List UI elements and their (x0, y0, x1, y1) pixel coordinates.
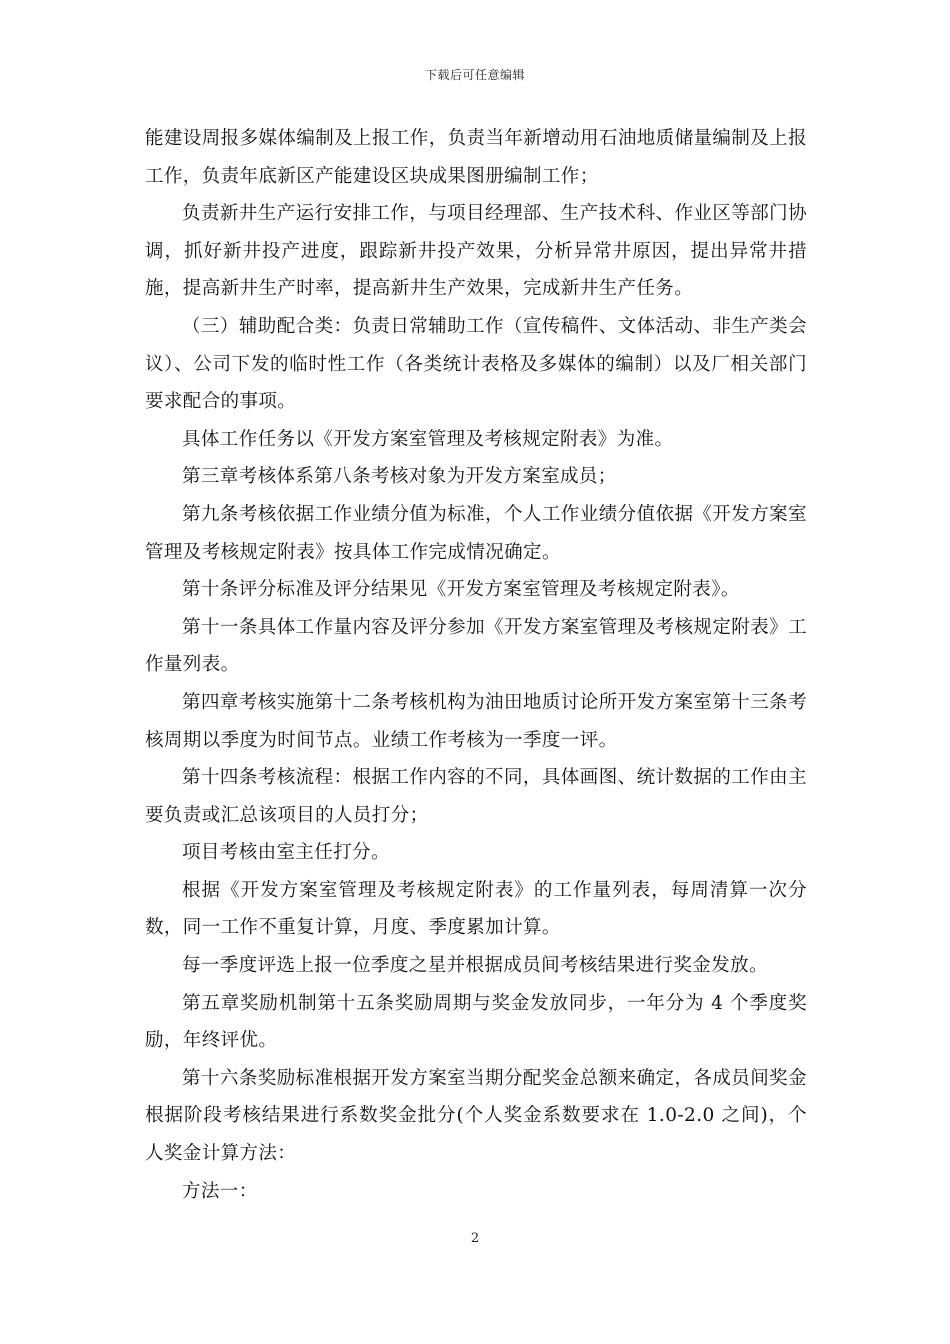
paragraph-article-9: 第九条考核依据工作业绩分值为标准，个人工作业绩分值依据《开发方案室管理及考核规定附表》按具体工作完成情况确定。 (145, 503, 807, 563)
paragraph-article-14: 第十四条考核流程：根据工作内容的不同，具体画图、统计数据的工作由主要负责或汇总该项目的人员打分； (145, 767, 807, 826)
paragraph-method-one: 方法一： (182, 1180, 258, 1202)
page-number: 2 (470, 1231, 480, 1246)
paragraph-quarterly-star: 每一季度评选上报一位季度之星并根据成员间考核结果进行奖金发放。 (182, 955, 768, 977)
paragraph-auxiliary-work: （三）辅助配合类：负责日常辅助工作（宣传稿件、文体活动、非生产类会议）、公司下发的临时性工作（各类统计表格及多媒体的编制）以及厂相关部门要求配合的事项。 (145, 315, 807, 413)
paragraph-project-assessment: 项目考核由室主任打分。 (182, 842, 390, 864)
paragraph-task-reference: 具体工作任务以《开发方案室管理及考核规定附表》为准。 (182, 428, 674, 450)
paragraph-article-11: 第十一条具体工作量内容及评分参加《开发方案室管理及考核规定附表》工作量列表。 (145, 616, 807, 676)
paragraph-weekly-settlement: 根据《开发方案室管理及考核规定附表》的工作量列表，每周清算一次分数，同一工作不重复计算，月度、季度累加计算。 (145, 879, 807, 939)
paragraph-article-16: 第十六条奖励标准根据开发方案室当期分配奖金总额来确定，各成员间奖金根据阶段考核结果进行系数奖金批分(个人奖金系数要求在 1.0-2.0 之间)，个人奖金计算方法： (145, 1067, 807, 1165)
paragraph-chapter-3-article-8: 第三章考核体系第八条考核对象为开发方案室成员； (182, 466, 617, 488)
paragraph-chapter-5-article-15: 第五章奖励机制第十五条奖励周期与奖金发放同步，一年分为 4 个季度奖励，年终评优。 (145, 992, 807, 1052)
paragraph-continuation: 能建设周报多媒体编制及上报工作，负责当年新增动用石油地质储量编制及上报工作，负责年底新区产能建设区块成果图册编制工作； (145, 128, 807, 187)
paragraph-chapter-4-articles-12-13: 第四章考核实施第十二条考核机构为油田地质讨论所开发方案室第十三条考核周期以季度为时间节点。业绩工作考核为一季度一评。 (145, 691, 807, 751)
document-body (145, 120, 807, 1210)
paragraph-article-10: 第十条评分标准及评分结果见《开发方案室管理及考核规定附表》。 (182, 579, 740, 601)
page-header: 下载后可任意编辑 (424, 68, 525, 82)
paragraph-new-well-production: 负责新井生产运行安排工作，与项目经理部、生产技术科、作业区等部门协调，抓好新井投产进度，跟踪新井投产效果，分析异常井原因，提出异常井措施，提高新井生产时率，提高新井生产效果，完成新井生产任务。 (145, 203, 807, 300)
